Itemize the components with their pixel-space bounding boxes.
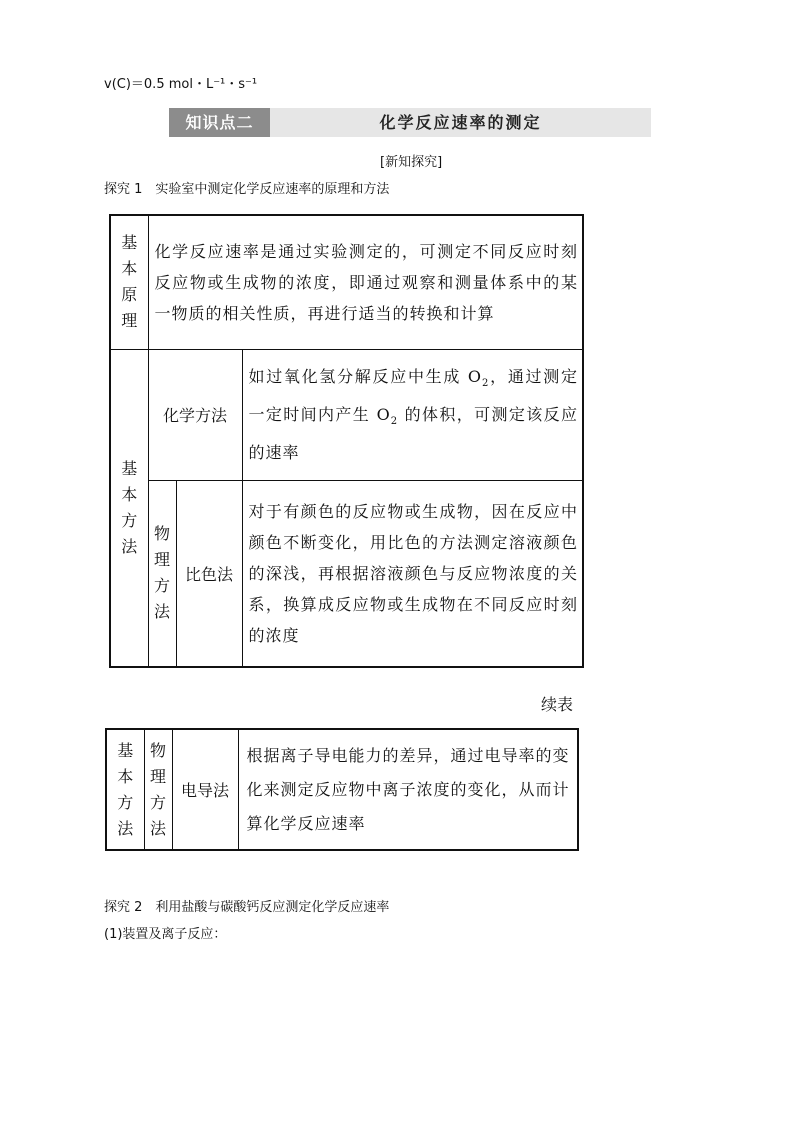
chem-text-a: 如过氧化氢分解反应中生成 O (248, 366, 483, 386)
explore-1-heading: 探究 1 实验室中测定化学反应速率的原理和方法 (104, 182, 390, 197)
rate-formula-line: v(C)＝0.5 mol・L⁻¹・s⁻¹ (104, 77, 258, 92)
principle-label-cell (110, 215, 148, 349)
table-row (110, 480, 583, 667)
method-label-cell (106, 729, 144, 850)
o2-subscript: 2 (390, 416, 399, 428)
method-label: 基本方法 (121, 458, 138, 556)
chem-method-label: 化学方法 (148, 349, 242, 480)
continued-label: 续表 (541, 695, 574, 714)
method-label-cell (110, 349, 148, 667)
table-row (110, 215, 583, 349)
table-row (106, 729, 578, 850)
setup-heading: (1)装置及离子反应： (104, 927, 227, 942)
conductivity-label: 电导法 (172, 729, 238, 850)
principle-text: 化学反应速率是通过实验测定的，可测定不同反应时刻反应物或生成物的浓度，即通过观察和测量体系中的某一物质的相关性质，再进行适当的转换和计算 (148, 215, 583, 349)
principle-label: 基本原理 (121, 233, 138, 331)
chem-text-b: ，通过测定一定时间内产生 O (248, 366, 578, 424)
new-knowledge-heading: [新知探究] (380, 155, 443, 170)
o2-subscript: 2 (482, 378, 490, 389)
chem-method-text (242, 349, 583, 480)
section-title: 化学反应速率的测定 (379, 113, 542, 132)
conductivity-text: 根据离子导电能力的差异，通过电导率的变化来测定反应物中离子浓度的变化，从而计算化学反应速率 (238, 729, 578, 850)
colorimetry-label: 比色法 (176, 480, 242, 667)
method-label: 基本方法 (117, 740, 134, 838)
methods-table-continued (105, 728, 579, 851)
chem-text-c: 的体积，可测定该反应的速率 (248, 405, 578, 463)
phys-method-label-cell (144, 729, 172, 850)
phys-method-label-cell (148, 480, 176, 667)
phys-method-label: 物理方法 (149, 740, 166, 838)
table-row (110, 349, 583, 480)
colorimetry-text: 对于有颜色的反应物或生成物，因在反应中颜色不断变化，用比色的方法测定溶液颜色的深浅，再根据溶液颜色与反应物浓度的关系，换算成反应物或生成物在不同反应时刻的浓度 (242, 480, 583, 667)
explore-2-heading: 探究 2 利用盐酸与碳酸钙反应测定化学反应速率 (104, 900, 390, 915)
section-banner (169, 108, 651, 137)
phys-method-label: 物理方法 (153, 524, 170, 622)
section-tag: 知识点二 (169, 108, 270, 137)
methods-table (109, 214, 584, 668)
